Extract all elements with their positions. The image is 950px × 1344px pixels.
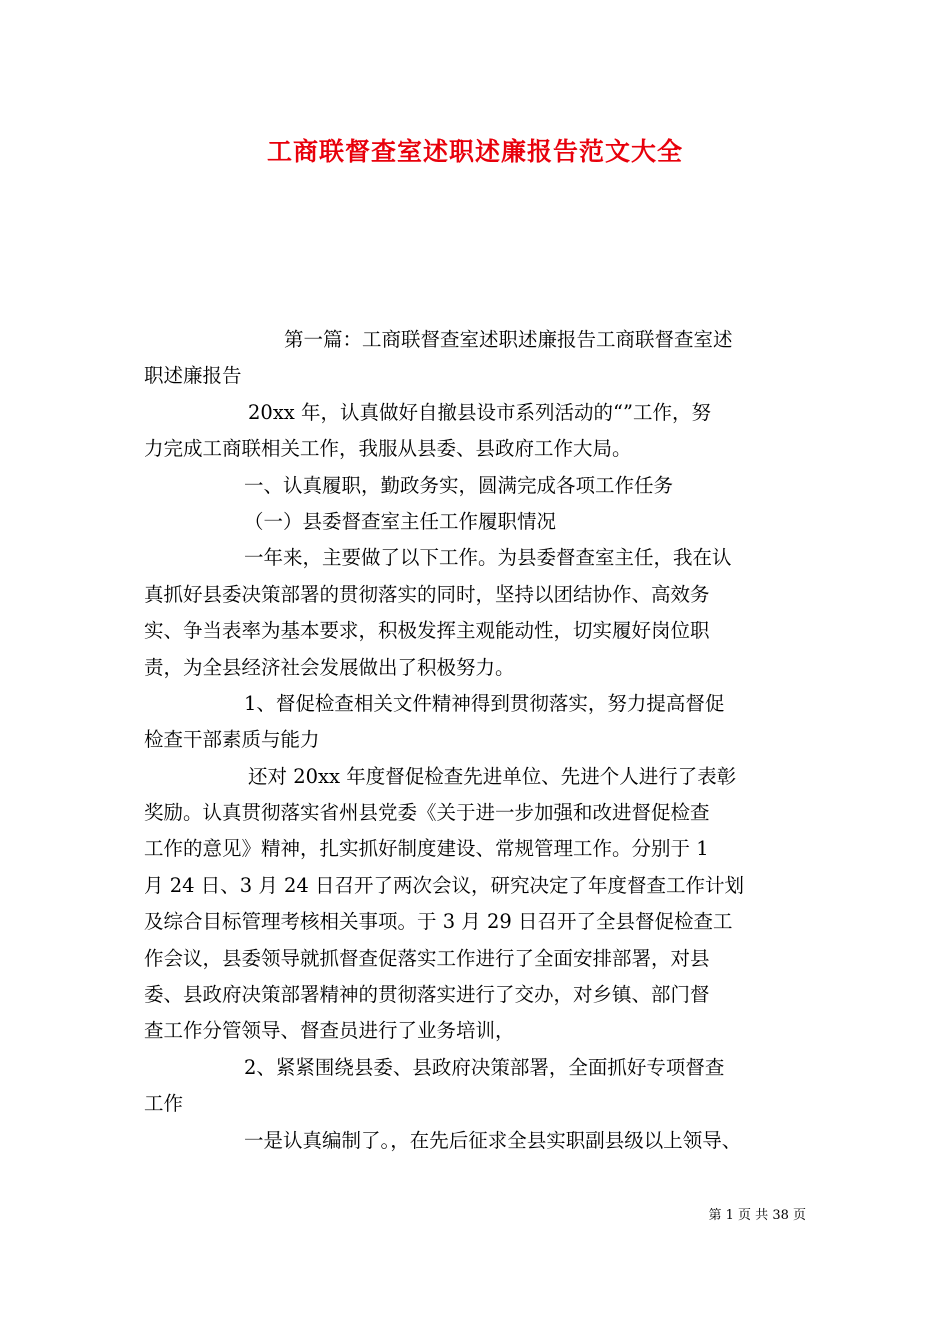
body-line: 力完成工商联相关工作，我服从县委、县政府工作大局。 [144,437,632,461]
body-line: 职述廉报告 [144,364,242,388]
body-line: 还对 20xx 年度督促检查先进单位、先进个人进行了表彰 [248,764,737,788]
document-body [144,322,824,1159]
body-line: 及综合目标管理考核相关事项。于 3 月 29 日召开了全县督促检查工 [144,910,733,934]
body-line: 第一篇：工商联督查室述职述廉报告工商联督查室述 [284,328,733,351]
body-line: 作会议，县委领导就抓督查促落实工作进行了全面安排部署，对县 [144,946,710,970]
body-line: 20xx 年，认真做好自撤县设市系列活动的“”工作，努 [248,400,711,424]
body-line: （一）县委督查室主任工作履职情况 [244,509,557,533]
body-line: 检查干部素质与能力 [144,728,320,752]
body-line: 查工作分管领导、督查员进行了业务培训， [144,1019,515,1043]
body-line: 实、争当表率为基本要求，积极发挥主观能动性，切实履好岗位职 [144,619,710,643]
body-line: 工作的意见》精神，扎实抓好制度建设、常规管理工作。分别于 1 [144,837,709,861]
body-line: 奖励。认真贯彻落实省州县党委《关于进一步加强和改进督促检查 [144,801,710,825]
body-line: 责，为全县经济社会发展做出了积极努力。 [144,655,515,679]
document-title: 工商联督查室述职述廉报告范文大全 [266,137,683,166]
body-line: 1、督促检查相关文件精神得到贯彻落实，努力提高督促 [244,691,725,715]
body-line: 工作 [144,1092,184,1116]
body-line: 2、紧紧围绕县委、县政府决策部署，全面抓好专项督查 [244,1055,725,1079]
body-line: 真抓好县委决策部署的贯彻落实的同时，坚持以团结协作、高效务 [144,582,710,606]
body-line: 一年来，主要做了以下工作。为县委督查室主任，我在认 [244,546,732,570]
body-line: 委、县政府决策部署精神的贯彻落实进行了交办，对乡镇、部门督 [144,983,710,1007]
body-line: 月 24 日、3 月 24 日召开了两次会议，研究决定了年度督查工作计划 [144,873,745,897]
body-line: 一、认真履职，勤政务实，圆满完成各项工作任务 [244,473,674,497]
body-line: 一是认真编制了。，在先后征求全县实职副县级以上领导、 [244,1128,742,1152]
page-footer: 第 1 页 共 38 页 [708,1208,806,1223]
